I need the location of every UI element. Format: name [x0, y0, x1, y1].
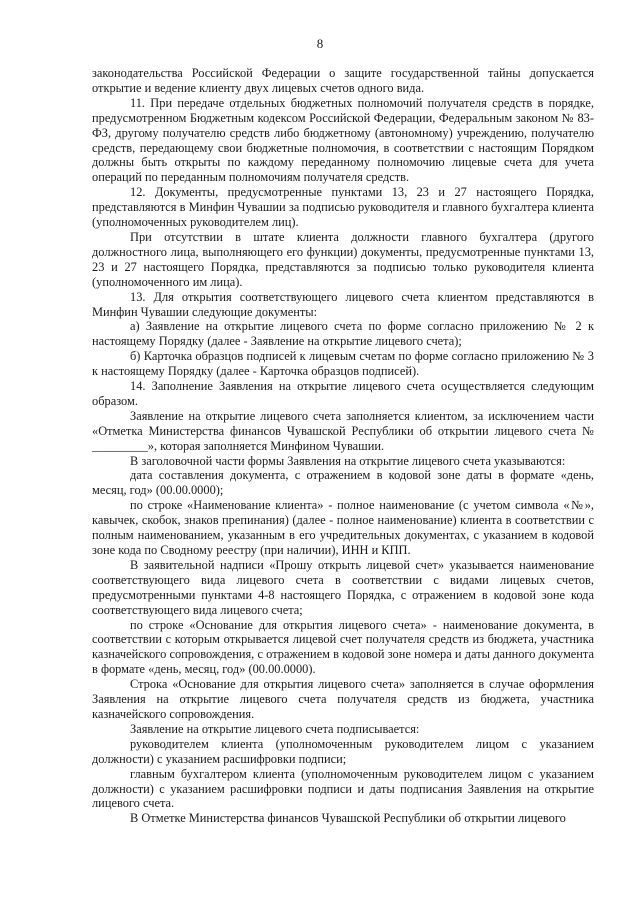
document-body [92, 66, 594, 826]
paragraph: 14. Заполнение Заявления на открытие лицевого счета осуществляется следующим образом. [92, 379, 594, 408]
paragraph: б) Карточка образцов подписей к лицевым счетам по форме согласно приложению № 3 к настоящему Порядку (далее - Карточка образцов подписей). [92, 349, 594, 379]
paragraph: В заголовочной части формы Заявления на открытие лицевого счета указываются: [130, 453, 566, 468]
paragraph: Строка «Основание для открытия лицевого счета» заполняется в случае оформления Заявления на открытие лицевого счета получателя средств из бюджета, участника казначейского сопровождения. [92, 677, 594, 721]
page-number: 8 [316, 36, 324, 51]
paragraph: При отсутствии в штате клиента должности главного бухгалтера (другого должностного лица, выполняющего его функции) документы, предусмотренные пунктами 13, 23 и 27 настоящего Порядка, представляются за подписью только руководителя клиента (уполномоченного им лица). [92, 229, 594, 289]
paragraph: 12. Документы, предусмотренные пунктами 13, 23 и 27 настоящего Порядка, представляются в Минфин Чувашии за подписью руководителя и главного бухгалтера клиента (уполномоченных руководителем лиц). [92, 185, 594, 230]
paragraph: Заявление на открытие лицевого счета подписывается: [130, 721, 420, 736]
paragraph: по строке «Наименование клиента» - полное наименование (с учетом символа «№», кавычек, скобок, знаков препинания) (далее - полное наименование) клиента в соответствии с полным наименованием, указанным в его учредительных документах, с указанием в кодовой зоне кода по Сводному реестру (при наличии), ИНН и КПП. [92, 498, 594, 557]
paragraph: главным бухгалтером клиента (уполномоченным руководителем лицом с указанием должности) с указанием расшифровки подписи и даты подписания Заявления на открытие лицевого счета. [92, 766, 594, 811]
paragraph: 13. Для открытия соответствующего лицевого счета клиентом представляются в Минфин Чувашии следующие документы: [92, 289, 594, 319]
paragraph: 11. При передаче отдельных бюджетных полномочий получателя средств в порядке, предусмотренном Бюджетным кодексом Российской Федерации, Федеральным законом № 83-ФЗ, другому получателю средств либо бюджетному (автономному) учреждению, получателю средств, передающему свои бюджетные полномочия, в соответствии с настоящим Порядком должны быть открыты по каждому переданному полномочию лицевые счета для учета операций по переданным полномочиям получателя средств. [92, 95, 594, 185]
paragraph: законодательства Российской Федерации о защите государственной тайны допускается открытие и ведение клиенту двух лицевых счетов одного вида. [92, 66, 594, 95]
paragraph: В Отметке Министерства финансов Чувашской Республики об открытии лицевого [130, 811, 566, 826]
paragraph: а) Заявление на открытие лицевого счета по форме согласно приложению № 2 к настоящему Порядку (далее - Заявление на открытие лицевого счета); [92, 319, 594, 349]
paragraph: В заявительной надписи «Прошу открыть лицевой счет» указывается наименование соответствующего вида лицевого счета в соответствии с видами лицевых счетов, предусмотренными пунктами 4-8 настоящего Порядка, с отражением в кодовой зоне кода соответствующего вида лицевого счета; [92, 557, 594, 617]
paragraph: по строке «Основание для открытия лицевого счета» - наименование документа, в соответствии с которым открывается лицевой счет получателя средств из бюджета, участника казначейского сопровождения, с отражением в кодовой зоне номера и даты данного документа в формате «день, месяц, год» (00.00.0000). [92, 617, 594, 677]
paragraph: руководителем клиента (уполномоченным руководителем лицом с указанием должности) с указанием расшифровки подписи; [92, 736, 594, 766]
paragraph: дата составления документа, с отражением в кодовой зоне даты в формате «день, месяц, год» (00.00.0000); [92, 468, 594, 498]
paragraph: Заявление на открытие лицевого счета заполняется клиентом, за исключением части «Отметка Министерства финансов Чувашской Республики об открытии лицевого счета № _________», которая заполняется Минфином Чувашии. [92, 408, 594, 453]
